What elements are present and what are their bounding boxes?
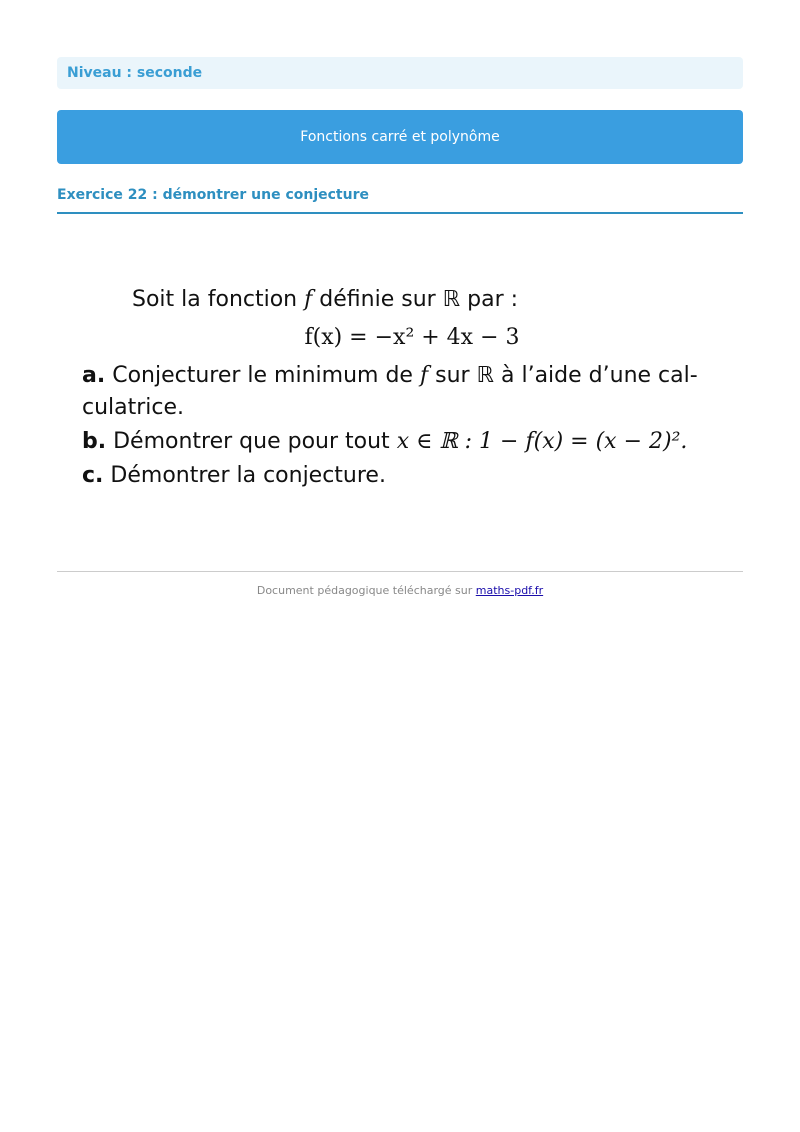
exercise-intro (82, 282, 722, 318)
question-letter: c. (82, 463, 104, 488)
question-text: Conjecturer le minimum de (112, 363, 413, 388)
intro-middle: définie sur (319, 287, 436, 312)
question-text: à l’aide d’une cal-culatrice. (82, 363, 698, 420)
intro-set: ℝ (442, 287, 461, 312)
chapter-title: Fonctions carré et polynôme (300, 129, 500, 145)
question-a (82, 360, 722, 424)
footer-link[interactable]: maths-pdf.fr (475, 584, 544, 597)
question-set: ℝ (476, 363, 494, 388)
question-c (82, 460, 722, 492)
intro-function-var: f (304, 287, 313, 312)
level-badge (57, 57, 743, 89)
footer (57, 584, 743, 597)
question-math: x ∈ ℝ : 1 − f(x) = (x − 2)². (396, 429, 688, 454)
question-text: Démontrer que pour tout (113, 429, 390, 454)
question-text: Démontrer la conjecture. (110, 463, 386, 488)
level-label: Niveau : seconde (67, 65, 203, 81)
intro-prefix: Soit la fonction (132, 287, 298, 312)
exercise-title: Exercice 22 : démontrer une conjecture (57, 184, 743, 214)
question-b (82, 426, 722, 458)
exercise-statement (82, 282, 722, 492)
question-letter: b. (82, 429, 107, 454)
intro-suffix: par : (467, 287, 519, 312)
question-letter: a. (82, 363, 106, 388)
question-text: sur (435, 363, 470, 388)
chapter-banner (57, 110, 743, 164)
footer-text: Document pédagogique téléchargé sur (256, 584, 473, 597)
question-function-var: f (419, 363, 429, 388)
function-formula: f(x) = −x² + 4x − 3 (304, 325, 520, 350)
footer-divider (57, 571, 743, 572)
